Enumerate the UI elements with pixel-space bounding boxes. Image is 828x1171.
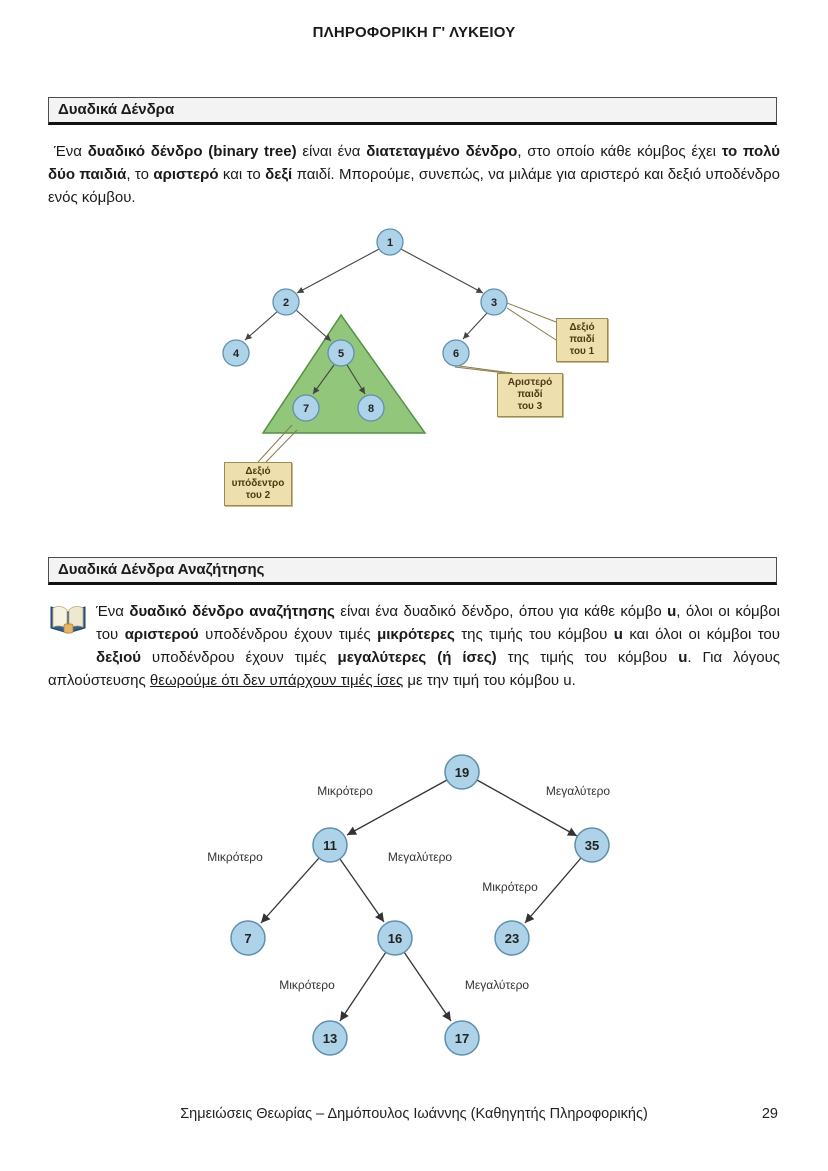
bst-diagram [0, 745, 828, 1075]
edge-label: Μεγαλύτερο [387, 850, 453, 864]
tree-node-label: 8 [367, 403, 375, 415]
callout-line-text: του 1 [569, 346, 595, 357]
text-segment: υποδένδρου έχουν τιμές [140, 649, 338, 666]
binary-tree-diagram [0, 220, 828, 520]
text-segment: παιδί. Μπορούμε, συνεπώς, να μιλάμε για αριστερό και δεξιό υποδένδρο ενός κόμβου. [48, 166, 780, 206]
text-segment: υποδένδρου έχουν τιμές [198, 626, 378, 643]
subtree-triangle [263, 315, 425, 433]
callout-line-text: υπόδεντρο [231, 478, 285, 489]
edge-label: Μεγαλύτερο [464, 978, 530, 992]
text-segment: δεξί [265, 166, 293, 183]
callout-left-child-of-3 [497, 373, 563, 417]
text-segment: Ένα [96, 603, 130, 620]
text-segment: είναι ένα [296, 143, 367, 160]
bst-node-label: 17 [454, 1031, 470, 1046]
bst-node-label: 23 [504, 931, 520, 946]
text-segment: και όλοι οι κόμβοι του [622, 626, 780, 643]
tree-node-label: 3 [490, 297, 498, 309]
callout-line-text: παιδί [517, 389, 543, 400]
text-segment: δεξιού [96, 649, 141, 666]
text-segment: , όλοι οι κόμβοι του [96, 603, 780, 643]
text-segment: της τιμής του κόμβου [454, 626, 614, 643]
text-segment: , το [126, 166, 154, 183]
text-segment: με την τιμή του κόμβου u. [403, 672, 576, 689]
page-title: ΠΛΗΡΟΦΟΡΙΚΗ Γ' ΛΥΚΕΙΟΥ [312, 24, 516, 41]
book-icon [48, 600, 96, 666]
bst-node-label: 7 [244, 931, 252, 946]
text-segment: μικρότερες [377, 626, 455, 643]
callout-line-text: του 3 [517, 401, 543, 412]
text-segment: u [613, 626, 623, 643]
tree-node-label: 1 [386, 237, 394, 249]
bst-node-label: 16 [387, 931, 403, 946]
bst-node-label: 35 [584, 838, 600, 853]
text-segment: u [678, 649, 688, 666]
callout-right-child-of-1 [556, 318, 608, 362]
paragraph-bst [48, 600, 780, 692]
text-segment: διατεταγμένο δένδρο [366, 143, 518, 160]
bst-node-label: 11 [323, 838, 337, 853]
binary-tree-svg [0, 220, 828, 520]
text-segment: και το [218, 166, 266, 183]
paragraph-binary-trees [48, 140, 780, 209]
tree-node-label: 6 [452, 348, 460, 360]
section-title-binary-trees: Δυαδικά Δένδρα [48, 97, 777, 125]
edge-label: Μικρότερο [317, 784, 373, 798]
tree-node-label: 7 [302, 403, 310, 415]
text-segment: το πολύ δύο παιδιά [48, 143, 780, 183]
callout-right-subtree-of-2 [224, 462, 292, 506]
edge-label: Μικρότερο [279, 978, 335, 992]
text-segment: μεγαλύτερες (ή ίσες) [337, 649, 497, 666]
bst-node-label: 19 [454, 765, 470, 780]
tree-node-label: 4 [232, 348, 240, 360]
callout-line-text: του 2 [245, 490, 271, 501]
edge-label: Μικρότερο [207, 850, 263, 864]
text-segment: αριστερού [124, 626, 199, 643]
tree-node-label: 5 [337, 348, 345, 360]
text-segment: , στο οποίο κάθε κόμβος έχει [517, 143, 722, 160]
text-segment: της τιμής του κόμβου [496, 649, 679, 666]
text-segment: Ένα [54, 143, 88, 160]
edge-label: Μικρότερο [482, 880, 538, 894]
page-number: 29 [761, 1106, 778, 1122]
text-segment: αριστερό [153, 166, 219, 183]
bst-svg [0, 745, 828, 1075]
bst-edge-labels [207, 784, 610, 992]
text-segment: . Για λόγους απλούστευσης [48, 649, 781, 689]
callout-line-text: Αριστερό [507, 377, 553, 388]
text-segment: δυαδικό δένδρο αναζήτησης [129, 603, 335, 620]
bst-nodes [231, 755, 609, 1055]
text-segment: δυαδικό δένδρο (binary tree) [87, 143, 297, 160]
callout-line-text: παιδί [569, 334, 595, 345]
callout-line-text: Δεξιό [569, 322, 595, 333]
bst-node-label: 13 [322, 1031, 338, 1046]
tree-node-label: 2 [282, 297, 290, 309]
text-segment: είναι ένα δυαδικό δένδρο, όπου για κάθε κόμβο [334, 603, 668, 620]
callout-line-text: Δεξιό [245, 466, 271, 477]
footer-text: Σημειώσεις Θεωρίας – Δημόπουλος Ιωάννης (Καθηγητής Πληροφορικής) [180, 1106, 648, 1122]
section-title-bst: Δυαδικά Δένδρα Αναζήτησης [48, 557, 777, 585]
text-segment: θεωρούμε ότι δεν υπάρχουν τιμές ίσες [149, 672, 404, 689]
text-segment: u [667, 603, 677, 620]
edge-label: Μεγαλύτερο [545, 784, 611, 798]
